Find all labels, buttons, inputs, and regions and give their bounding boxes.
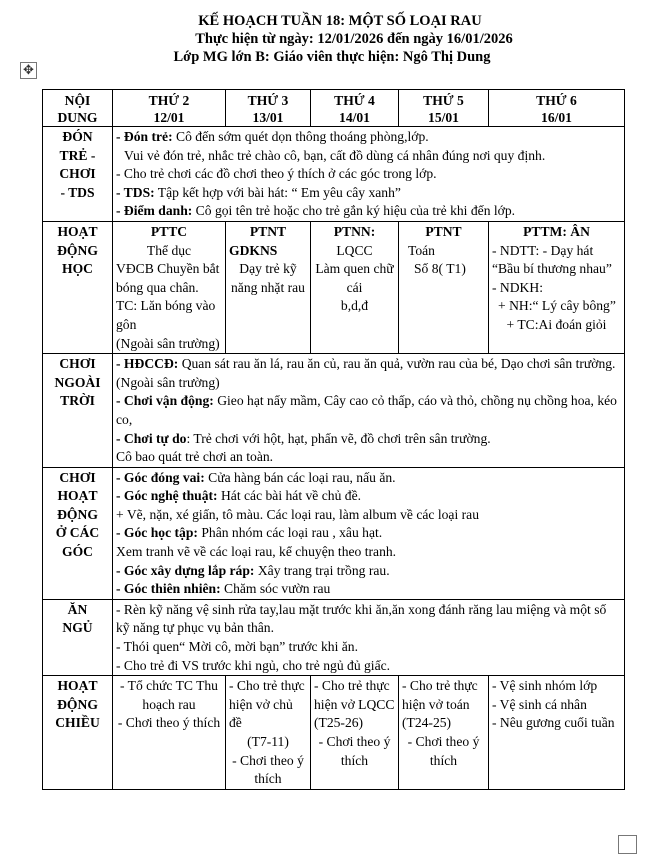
cell-line: Thể dục xyxy=(146,242,192,258)
subject-head: PTNT xyxy=(249,223,287,239)
cell-line: (T7-11) xyxy=(247,734,289,749)
line-text: Gieo hạt nẩy mầm, Cây cao cỏ thấp, cáo và thỏ, chồng nụ chồng hoa, kéo co, xyxy=(116,393,617,427)
move-handle-icon[interactable]: ✥ xyxy=(20,62,37,79)
label-line: CHIỀU xyxy=(55,715,100,731)
content-line: Xem tranh vẽ về các loại rau, kể chuyện theo tranh. xyxy=(116,544,397,560)
label-line: CHƠI xyxy=(59,166,96,182)
resize-handle-icon[interactable] xyxy=(618,835,637,854)
day-name: THỨ 2 xyxy=(148,93,190,108)
label-line: ĐỘNG xyxy=(57,506,98,522)
label-line: HOẠT xyxy=(57,223,98,239)
content-line xyxy=(116,469,621,488)
cell-line: - NDTT: - Dạy hát “Bầu bí thương nhau” xyxy=(492,242,612,277)
line-text: Hát các bài hát về chủ đề. xyxy=(217,488,361,504)
bold-lead: - Chơi tự do xyxy=(116,430,187,446)
content-line xyxy=(116,580,621,599)
label-line: ĐỘNG xyxy=(57,696,98,712)
content-line xyxy=(116,392,621,429)
content-line: - Rèn kỹ năng vệ sinh rửa tay,lau mặt trước khi ăn,ăn xong đánh răng lau miệng và một số kỹ năng tự phục vụ bản thân. xyxy=(116,601,607,636)
content-line: - Cho trẻ đi VS trước khi ngủ, cho trẻ ngủ đủ giấc. xyxy=(116,657,391,673)
row-label-choi-ngoai-troi xyxy=(43,354,113,468)
cell-line: - Chơi theo ý thích xyxy=(407,734,480,768)
row-label-an-ngu xyxy=(43,599,113,675)
label-line: HOẠT xyxy=(57,488,98,504)
line-text: Phân nhóm các loại rau , xâu hạt. xyxy=(197,525,383,541)
label-line: CHƠI xyxy=(59,469,96,485)
day-name: THỨ 3 xyxy=(247,93,289,108)
row-label-choi-goc xyxy=(43,467,113,599)
bold-lead: - Góc học tập: xyxy=(116,525,198,541)
label-line: HỌC xyxy=(62,261,93,277)
an-ngu-content xyxy=(113,599,625,675)
day-name: THỨ 6 xyxy=(536,93,577,108)
bold-lead: - Góc xây dựng lắp ráp: xyxy=(116,562,255,578)
don-tre-content xyxy=(113,127,625,222)
header-corner xyxy=(43,90,113,127)
label-line: ĐÓN xyxy=(62,129,93,144)
row-label-don-tre xyxy=(43,127,113,222)
label-line: ĐỘNG xyxy=(57,242,98,258)
content-line xyxy=(116,128,621,147)
cell-line: - Vệ sinh nhóm lớp xyxy=(492,678,598,694)
cell-line: LQCC xyxy=(336,242,373,258)
page-title: KẾ HOẠCH TUẦN 18: MỘT SỐ LOẠI RAU xyxy=(198,13,482,29)
cell-line: - Chơi theo ý thích xyxy=(318,734,391,768)
label-line: HOẠT xyxy=(57,678,98,694)
hdc-friday xyxy=(489,676,625,790)
content-line xyxy=(116,430,621,449)
cell-line: VĐCB Chuyền bắt bóng qua chân. xyxy=(116,261,220,295)
content-line: - Cho trẻ chơi các đồ chơi theo ý thích ở các góc trong lớp. xyxy=(116,166,437,182)
row-label-hoat-dong-hoc xyxy=(43,221,113,353)
cell-line: - Nêu gương cuối tuần xyxy=(492,715,615,731)
table-row xyxy=(43,221,625,353)
cell-line: + TC:Ai đoán giỏi xyxy=(506,316,607,332)
content-line xyxy=(116,524,621,543)
table-header-row xyxy=(43,90,625,127)
cell-line: Số 8( T1) xyxy=(414,261,466,277)
class-teacher: Lớp MG lớn B: Giáo viên thực hiện: Ngô Thị Dung xyxy=(173,49,491,65)
label-line: TRỜI xyxy=(60,393,95,409)
label-line: NGOÀI xyxy=(54,374,101,390)
day-date: 16/01 xyxy=(541,110,572,125)
content-line xyxy=(116,202,621,221)
line-text: Cô đến sớm quét dọn thông thoáng phòng,lớp. xyxy=(172,129,429,144)
cell-line: - Chơi theo ý thích xyxy=(232,752,304,787)
subject-head: PTTM: ÂN xyxy=(523,223,590,239)
cell-line: - Cho trẻ thực hiện vở LQCC xyxy=(314,678,395,712)
cell-line: b,d,đ xyxy=(340,298,369,314)
day-name: THỨ 5 xyxy=(423,93,464,108)
cell-line: - Chơi theo ý thích xyxy=(117,715,221,731)
cell-line: - NDKH: xyxy=(492,279,543,295)
row-label-hoat-dong-chieu xyxy=(43,676,113,790)
bold-lead: - HĐCCĐ: xyxy=(116,356,179,372)
line-text: Quan sát rau ăn lá, rau ăn củ, rau ăn quả, vườn rau của bé, Dạo chơi sân trường. (Ngoài sân trường) xyxy=(116,356,616,390)
content-line xyxy=(116,487,621,506)
label-line: NGỦ xyxy=(62,620,93,636)
corner-line: NỘI xyxy=(64,93,91,108)
line-text: : Trẻ chơi với hột, hạt, phấn vẽ, đồ chơi trên sân trường. xyxy=(186,430,491,446)
hdc-wednesday xyxy=(311,676,399,790)
cell-line: - Vệ sinh cá nhân xyxy=(492,696,587,712)
day-header xyxy=(311,90,399,127)
line-text: Cửa hàng bán các loại rau, nấu ăn. xyxy=(204,469,396,485)
label-line: GÓC xyxy=(62,544,93,560)
bold-lead: - Đón trẻ: xyxy=(116,129,173,144)
bold-lead: - Góc thiên nhiên: xyxy=(116,581,221,597)
day-name: THỨ 4 xyxy=(334,93,375,108)
subject-head: PTNT xyxy=(425,223,462,239)
line-text: Tập kết hợp với bài hát: “ Em yêu cây xanh” xyxy=(154,184,401,200)
day-header xyxy=(399,90,489,127)
choi-goc-content xyxy=(113,467,625,599)
line-text: Chăm sóc vườn rau xyxy=(220,581,331,597)
table-row xyxy=(43,676,625,790)
cell-line: Toán xyxy=(408,242,435,258)
table-row xyxy=(43,354,625,468)
corner-line: DUNG xyxy=(57,110,98,125)
hdc-tuesday xyxy=(226,676,311,790)
cell-line: TC: Lăn bóng vào gôn xyxy=(116,298,216,332)
day-header xyxy=(489,90,625,127)
day-date: 14/01 xyxy=(339,110,370,125)
bold-lead: - Góc nghệ thuật: xyxy=(116,488,218,504)
line-text: Cô gọi tên trẻ hoặc cho trẻ gắn ký hiệu của trẻ khi đến lớp. xyxy=(192,203,516,219)
cell-line: Làm quen chữ cái xyxy=(315,261,394,295)
content-line xyxy=(116,184,621,203)
cell-line: - Cho trẻ thực hiện vở toán xyxy=(402,678,478,712)
cell-line: - Tổ chức TC Thu hoạch rau xyxy=(120,678,218,712)
table-row xyxy=(43,599,625,675)
content-line: - Thói quen“ Mời cô, mời bạn” trước khi ăn. xyxy=(116,639,358,655)
content-line xyxy=(116,562,621,581)
hdc-thursday xyxy=(399,676,489,790)
weekly-plan-table xyxy=(42,89,625,790)
day-date: 13/01 xyxy=(252,110,284,125)
subject-head: PTTC xyxy=(150,223,188,239)
hdh-friday xyxy=(489,221,625,353)
hdh-wednesday xyxy=(311,221,399,353)
cell-line: + NH:“ Lý cây bông” xyxy=(498,298,616,314)
hdc-monday xyxy=(113,676,226,790)
cell-line: (T25-26) xyxy=(314,715,364,731)
content-line xyxy=(116,355,621,392)
bold-lead: - Góc đóng vai: xyxy=(116,469,205,485)
cell-line: Dạy trẻ kỹ năng nhặt rau xyxy=(231,261,305,295)
subject-head: PTNN: xyxy=(333,223,376,239)
date-range: Thực hiện từ ngày: 12/01/2026 đến ngày 16/01/2026 xyxy=(195,31,513,47)
label-line: - TDS xyxy=(60,184,95,200)
label-line: ĂN xyxy=(67,601,88,617)
bold-lead: - Chơi vận động: xyxy=(116,393,214,409)
day-header xyxy=(113,90,226,127)
hdh-tuesday xyxy=(226,221,311,353)
label-line: TRẺ - xyxy=(59,147,96,163)
label-line: Ở CÁC xyxy=(55,525,100,541)
hdh-monday xyxy=(113,221,226,353)
bold-lead: - TDS: xyxy=(116,184,155,200)
day-date: 12/01 xyxy=(153,110,185,125)
cell-line: - Cho trẻ thực hiện vở chủ đề xyxy=(229,678,305,731)
bold-lead: - Điểm danh: xyxy=(116,203,193,219)
hdh-thursday xyxy=(399,221,489,353)
line-text: Xây trang trại trồng rau. xyxy=(254,562,390,578)
day-date: 15/01 xyxy=(428,110,459,125)
choi-ngoai-troi-content xyxy=(113,354,625,468)
cell-line: (Ngoài sân trường) xyxy=(116,335,220,351)
subject-head: GDKNS xyxy=(229,242,278,258)
cell-line: (T24-25) xyxy=(402,715,452,731)
table-row xyxy=(43,467,625,599)
table-row xyxy=(43,127,625,222)
day-header xyxy=(226,90,311,127)
content-line: Cô bao quát trẻ chơi an toàn. xyxy=(116,449,274,465)
content-line: Vui vẻ đón trẻ, nhắc trẻ chào cô, bạn, cất đồ dùng cá nhân đúng nơi quy định. xyxy=(124,147,546,163)
content-line: + Vẽ, nặn, xé giấn, tô màu. Các loại rau, làm album về các loại rau xyxy=(116,506,479,522)
label-line: CHƠI xyxy=(59,356,96,372)
